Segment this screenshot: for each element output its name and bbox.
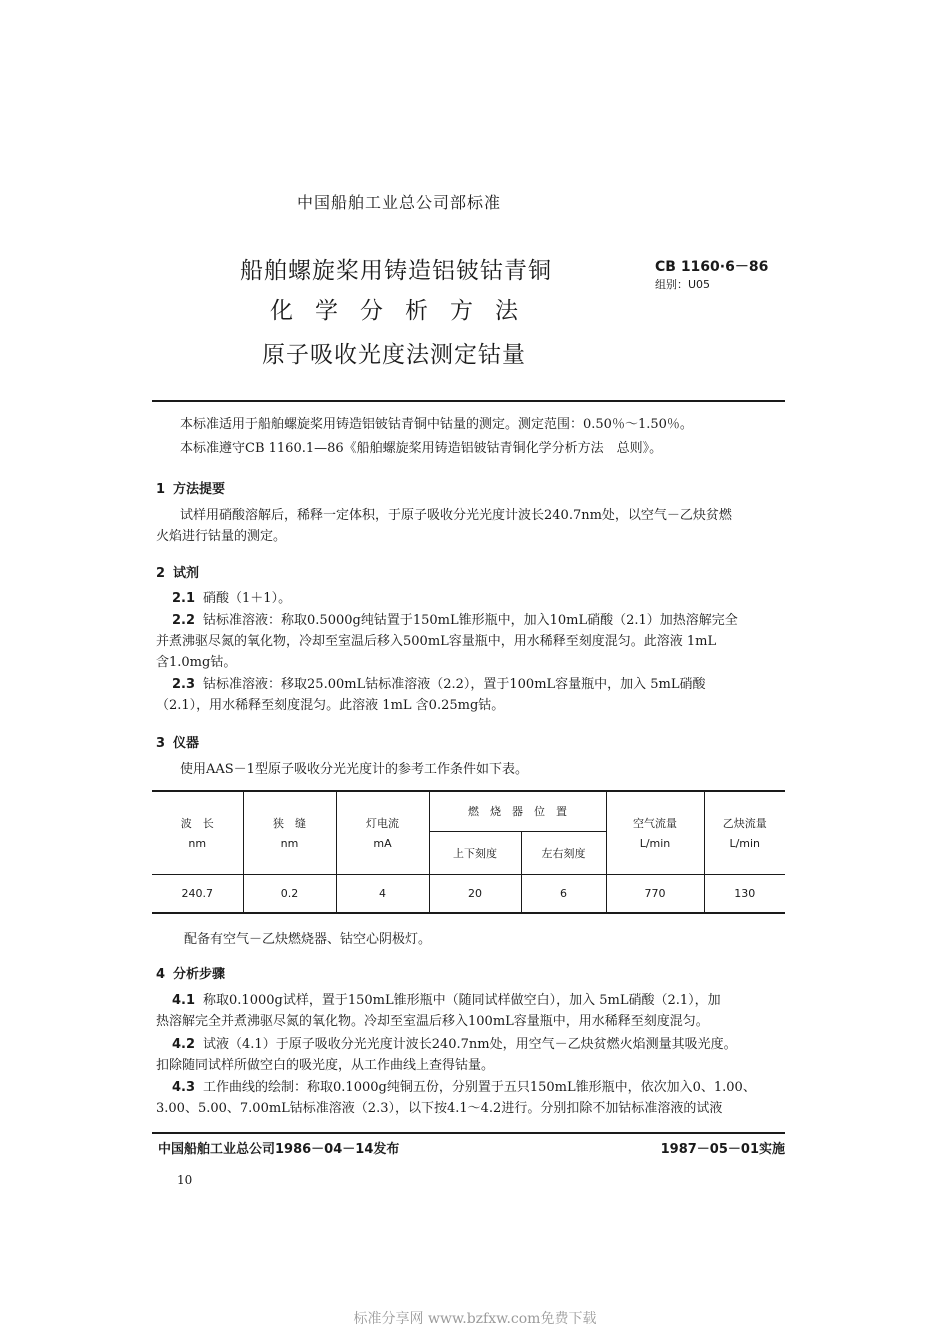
cell-burner-vertical: 20 [429, 874, 521, 913]
standard-number: CB 1160·6－86 [655, 259, 769, 275]
header-wavelength [152, 791, 243, 874]
clause-text: 钴标准溶液：移取25.00mL钴标准溶液（2.2），置于100mL容量瓶中，加入 5mL硝酸 [203, 677, 706, 692]
section-number: 3 [156, 736, 166, 751]
cell-slit: 0.2 [243, 874, 336, 913]
header-acetylene-flow [704, 791, 785, 874]
header-burner-horizontal: 左右刻度 [521, 831, 606, 874]
clause-text: 称取0.1000g试样，置于150mL锥形瓶中（随同试样做空白），加入 5mL硝酸（2.1），加 [203, 993, 721, 1008]
clause-4-1-line-2: 热溶解完全并煮沸驱尽氮的氧化物。冷却至室温后移入100mL容量瓶中，用水稀释至刻度混匀。 [156, 1014, 709, 1029]
header-unit: nm [280, 837, 299, 851]
clause-4-3-line-1 [172, 1077, 756, 1099]
section-3-equipment: 配备有空气－乙炔燃烧器、钴空心阴极灯。 [184, 932, 432, 947]
cell-air-flow: 770 [606, 874, 704, 913]
clause-number: 4.2 [172, 1037, 196, 1052]
section-1-heading [156, 478, 225, 497]
header-unit: L/min [729, 837, 761, 851]
clause-number: 4.1 [172, 993, 196, 1008]
issuing-organization: 中国船舶工业总公司部标准 [297, 193, 502, 212]
header-unit: nm [188, 837, 207, 851]
header-label: 灯电流 [366, 817, 399, 831]
site-watermark: 标准分享网 www.bzfxw.com免费下载 [353, 1311, 597, 1327]
clause-2-2-line-3: 含1.0mg钴。 [156, 655, 237, 670]
page-number: 10 [177, 1173, 193, 1187]
clause-number: 4.3 [172, 1080, 196, 1095]
header-burner-vertical: 上下刻度 [429, 831, 521, 874]
clause-2-2-line-1 [172, 610, 738, 632]
clause-number: 2.1 [172, 591, 196, 606]
clause-text: 工作曲线的绘制：称取0.1000g纯铜五份，分别置于五只150mL锥形瓶中，依次加入0、1.00、 [203, 1080, 756, 1095]
clause-text: 试液（4.1）于原子吸收分光光度计波长240.7nm处，用空气－乙炔贫燃火焰测量其吸光度。 [203, 1037, 737, 1052]
section-3-heading [156, 732, 199, 751]
bottom-rule [152, 1132, 785, 1134]
header-burner-position: 燃 烧 器 位 置 [429, 791, 606, 831]
header-slit [243, 791, 336, 874]
section-number: 1 [156, 482, 166, 497]
section-2-heading [156, 562, 199, 581]
clause-2-1 [172, 588, 291, 610]
section-number: 4 [156, 967, 166, 982]
clause-2-2-line-2: 并煮沸驱尽氮的氧化物，冷却至室温后移入500mL容量瓶中，用水稀释至刻度混匀。此溶液 1mL [156, 634, 717, 649]
section-number: 2 [156, 566, 166, 581]
header-unit: mA [373, 837, 392, 851]
header-label: 乙炔流量 [722, 817, 767, 831]
top-rule [152, 400, 785, 402]
title-line-1: 船舶螺旋桨用铸造铝铍钴青铜 [240, 258, 552, 284]
section-title: 仪器 [173, 736, 200, 751]
clause-4-3-line-2: 3.00、5.00、7.00mL钴标准溶液（2.3），以下按4.1～4.2进行。分别扣除不加钴标准溶液的试液 [156, 1101, 723, 1116]
section-title: 分析步骤 [173, 967, 226, 982]
header-lamp-current [336, 791, 429, 874]
clause-number: 2.3 [172, 677, 196, 692]
cell-wavelength: 240.7 [152, 874, 243, 913]
clause-4-2-line-2: 扣除随同试样所做空白的吸光度，从工作曲线上查得钴量。 [156, 1058, 495, 1073]
cell-burner-horizontal: 6 [521, 874, 606, 913]
header-unit: L/min [639, 837, 671, 851]
clause-4-2-line-1 [172, 1034, 737, 1056]
section-1-line-2: 火焰进行钴量的测定。 [156, 529, 287, 544]
title-line-2: 化学分析方法 [270, 298, 540, 324]
clause-4-1-line-1 [172, 990, 721, 1012]
working-conditions-table [152, 790, 785, 914]
section-title: 方法提要 [173, 482, 226, 497]
intro-scope: 本标准适用于船舶螺旋桨用铸造铝铍钴青铜中钴量的测定。测定范围：0.50％～1.50％。 [180, 417, 693, 432]
clause-number: 2.2 [172, 613, 196, 628]
clause-2-3-line-2: （2.1），用水稀释至刻度混匀。此溶液 1mL 含0.25mg钴。 [156, 698, 505, 713]
issue-date: 中国船舶工业总公司1986－04－14发布 [158, 1142, 400, 1157]
section-4-heading [156, 963, 225, 982]
section-3-intro: 使用AAS－1型原子吸收分光光度计的参考工作条件如下表。 [180, 762, 528, 777]
header-air-flow [606, 791, 704, 874]
section-title: 试剂 [173, 566, 200, 581]
header-label: 空气流量 [633, 817, 677, 831]
section-1-line-1: 试样用硝酸溶解后，稀释一定体积，于原子吸收分光光度计波长240.7nm处，以空气－乙炔贫燃 [180, 508, 732, 523]
title-line-3: 原子吸收光度法测定钴量 [262, 342, 526, 368]
cell-acetylene-flow: 130 [704, 874, 785, 913]
effective-date: 1987－05－01实施 [660, 1142, 785, 1157]
header-label: 狭 缝 [273, 817, 306, 831]
header-label: 波 长 [180, 817, 214, 831]
clause-text: 钴标准溶液：称取0.5000g纯钴置于150mL锥形瓶中，加入10mL硝酸（2.1）加热溶解完全 [203, 613, 738, 628]
clause-2-3-line-1 [172, 674, 706, 696]
cell-lamp-current: 4 [336, 874, 429, 913]
intro-reference: 本标准遵守CB 1160.1—86《船舶螺旋桨用铸造铝铍钴青铜化学分析方法 总则》。 [180, 441, 663, 456]
group-code: 组别：U05 [655, 278, 711, 291]
clause-text: 硝酸（1＋1）。 [203, 591, 292, 606]
